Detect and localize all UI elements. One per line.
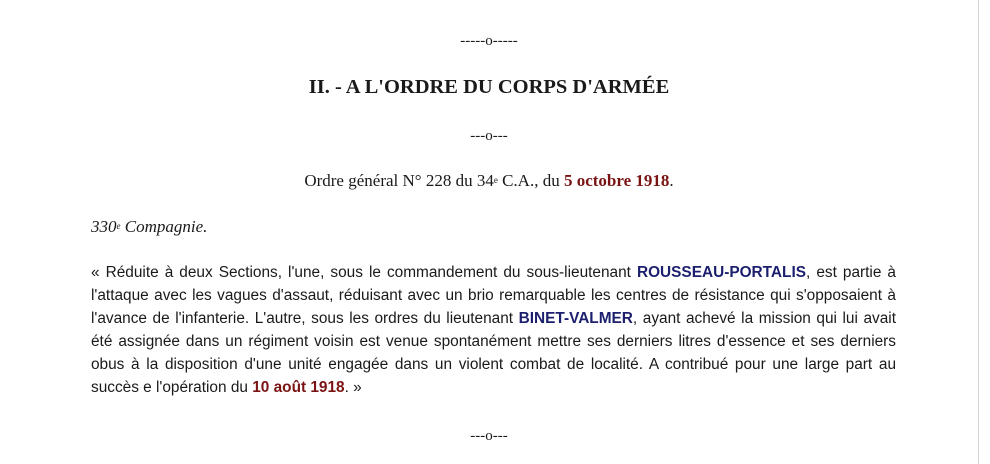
order-prefix: Ordre général N° 228 du 34 [304,171,494,190]
unit-text: Compagnie. [120,217,208,236]
order-line [0,170,978,192]
unit-name [91,216,207,238]
order-middle: C.A., du [497,171,564,190]
citation-part-1: « Réduite à deux Sections, l'une, sous le commandement du sous-lieutenant [91,264,637,281]
order-superscript: e [493,175,498,185]
citation-date: 10 août 1918 [252,379,345,397]
unit-superscript: e [116,221,121,231]
officer-name-rousseau-portalis: ROUSSEAU-PORTALIS [636,264,806,281]
citation-part-4: . » [344,379,362,397]
separator-bottom: ---o--- [470,428,508,444]
order-date: 5 octobre 1918 [563,171,670,190]
page-edge [978,0,990,464]
separator-top: -----o----- [460,33,518,49]
section-heading: II. - A L'ORDRE DU CORPS D'ARMÉE [308,76,670,98]
officer-name-binet-valmer: BINET-VALMER [518,310,633,328]
separator-middle: ---o--- [470,128,508,144]
citation-paragraph [91,261,896,400]
citation-part-3: , ayant achevé la mission qui lui avait été assignée dans un régiment voisin est venue spontanément mettre ses derniers litres d'essence et ses derniers obus à la disposition d'une unité engagée dans un violent combat de localité. A contribué pour une large part au succès e l'opération du [91,310,896,397]
order-suffix: . [669,171,674,190]
unit-number: 330 [91,217,117,236]
citation-part-2: , est partie à l'attaque avec les vagues d'assaut, réduisant avec un brio remarquable les centres de résistance qui s'opposaient à l'avance de l'infanterie. L'autre, sous les ordres du lieutenant [91,264,896,328]
